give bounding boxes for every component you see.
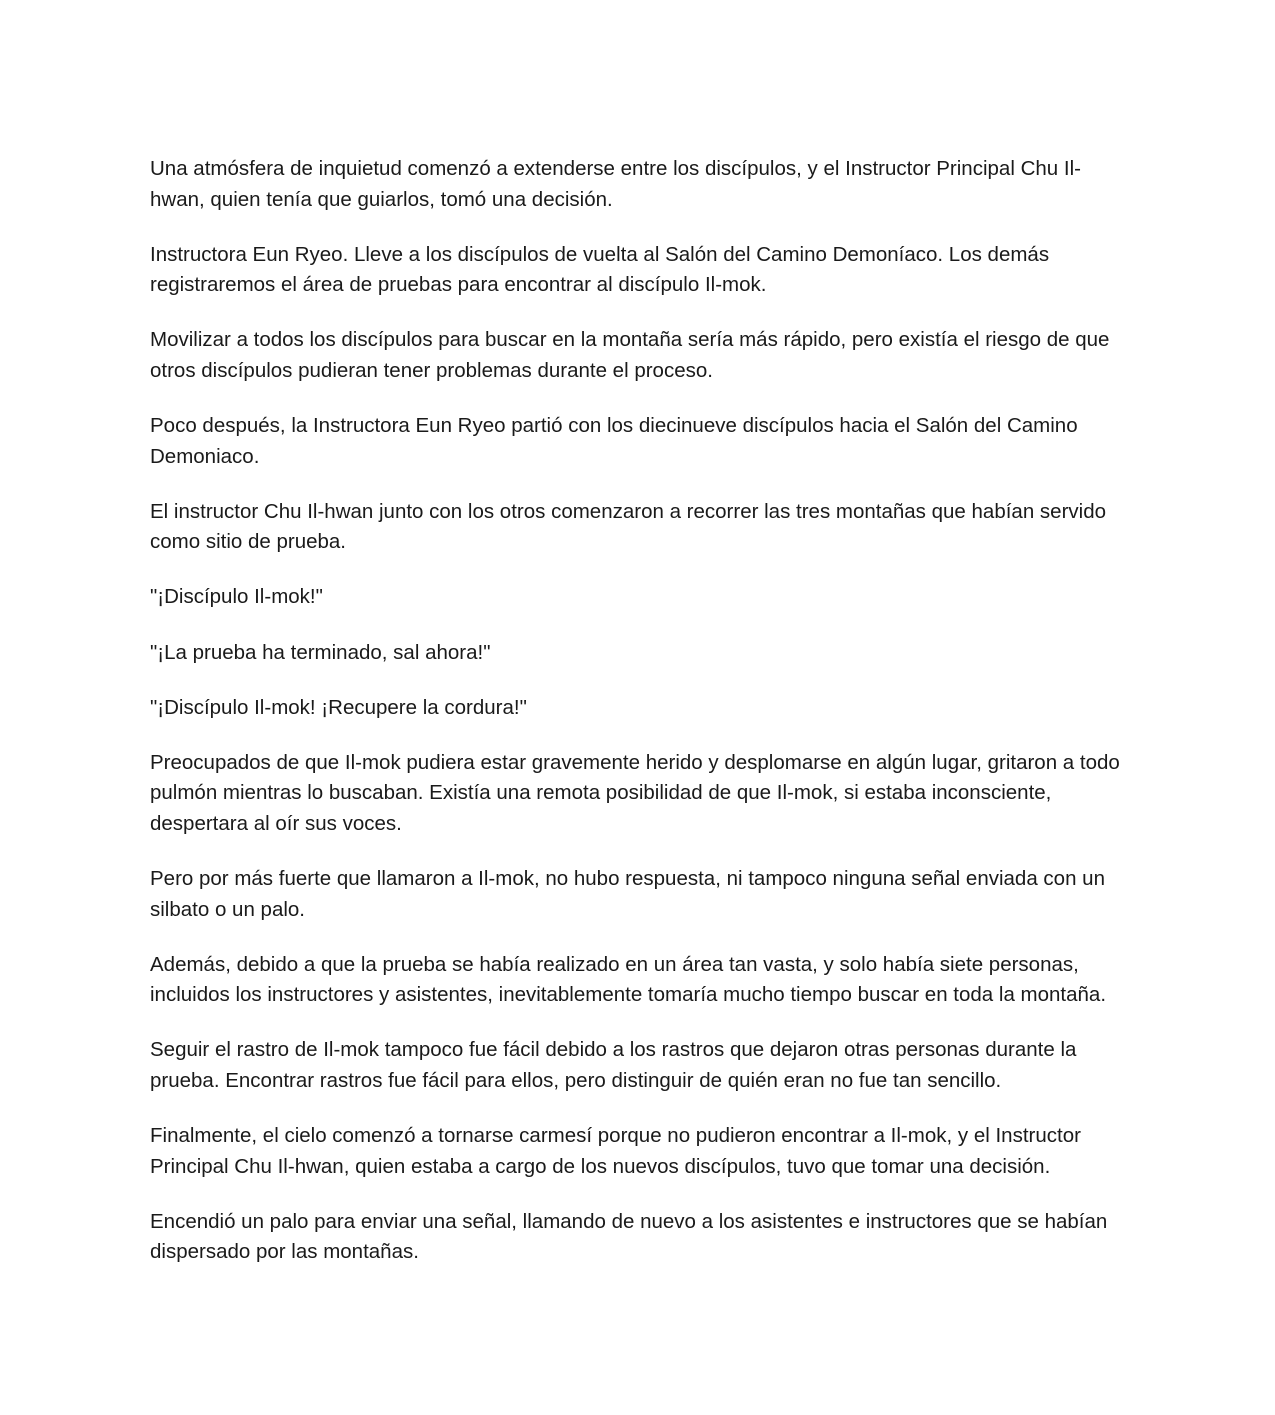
paragraph: Una atmósfera de inquietud comenzó a extenderse entre los discípulos, y el Instructor Principal Chu Il-hwan, quien tenía que guiarlos, tomó una decisión. (150, 157, 1081, 211)
paragraph: Poco después, la Instructora Eun Ryeo partió con los diecinueve discípulos hacia el Salón del Camino Demoniaco. (150, 414, 1078, 468)
paragraph: Finalmente, el cielo comenzó a tornarse carmesí porque no pudieron encontrar a Il-mok, y el Instructor Principal Chu Il-hwan, quien estaba a cargo de los nuevos discípulos, tuvo que tomar una decisión. (150, 1124, 1081, 1178)
paragraph: El instructor Chu Il-hwan junto con los otros comenzaron a recorrer las tres montañas que habían servido como sitio de prueba. (150, 499, 1107, 554)
paragraph: Seguir el rastro de Il-mok tampoco fue fácil debido a los rastros que dejaron otras personas durante la prueba. Encontrar rastros fue fácil para ellos, pero distinguir de quién eran no fue tan sencillo. (150, 1038, 1077, 1092)
paragraph: Pero por más fuerte que llamaron a Il-mok, no hubo respuesta, ni tampoco ninguna señal enviada con un silbato o un palo. (150, 867, 1105, 921)
paragraph: Instructora Eun Ryeo. Lleve a los discípulos de vuelta al Salón del Camino Demoníaco. Los demás registraremos el área de pruebas para encontrar al discípulo Il-mok. (150, 242, 1050, 297)
paragraph: Preocupados de que Il-mok pudiera estar gravemente herido y desplomarse en algún lugar, gritaron a todo pulmón mientras lo buscaban. Existía una remota posibilidad de que Il-mok, si estaba inconsciente, despertara al oír sus voces. (150, 750, 1120, 835)
dialogue-line: "¡Discípulo Il-mok! ¡Recupere la cordura!" (150, 695, 527, 719)
paragraph: Además, debido a que la prueba se había realizado en un área tan vasta, y solo había siete personas, incluidos los instructores y asistentes, inevitablemente tomaría mucho tiempo buscar en toda la montaña. (150, 952, 1107, 1007)
document-body (150, 154, 1135, 1292)
dialogue-line: "¡La prueba ha terminado, sal ahora!" (150, 640, 491, 664)
paragraph: Encendió un palo para enviar una señal, llamando de nuevo a los asistentes e instructores que se habían dispersado por las montañas. (150, 1209, 1108, 1264)
paragraph: Movilizar a todos los discípulos para buscar en la montaña sería más rápido, pero existía el riesgo de que otros discípulos pudieran tener problemas durante el proceso. (150, 328, 1110, 382)
dialogue-line: "¡Discípulo Il-mok!" (150, 585, 323, 609)
